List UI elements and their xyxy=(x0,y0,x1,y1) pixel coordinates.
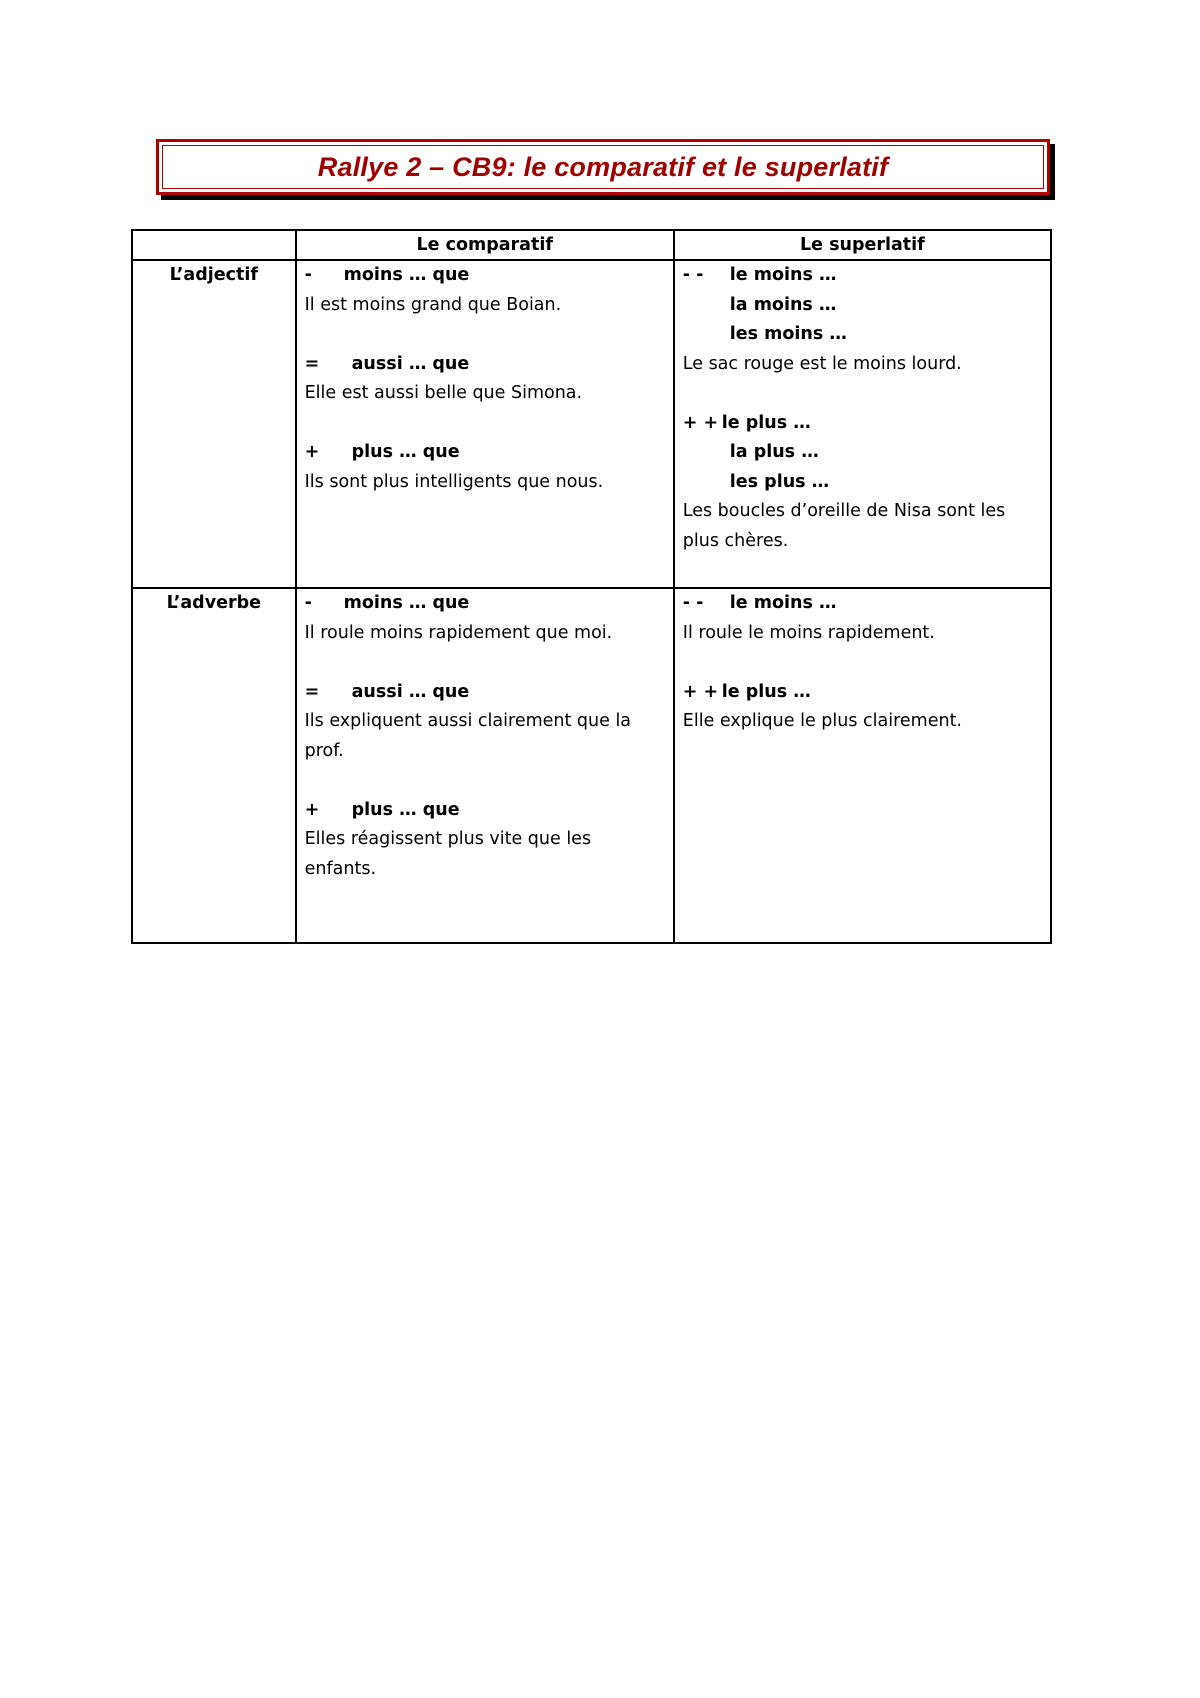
spacer xyxy=(305,648,665,678)
cell-adjectif-comparatif xyxy=(296,260,674,588)
row-label-adverbe: L’adverbe xyxy=(132,588,296,943)
header-superlatif: Le superlatif xyxy=(674,230,1051,260)
marker-equals: = xyxy=(304,681,320,702)
form-plus-que: plus … que xyxy=(351,799,460,820)
spacer xyxy=(305,409,665,439)
form-moins-que: moins … que xyxy=(343,265,470,285)
example-sentence: Les boucles d’oreille de Nisa sont les plus chères. xyxy=(682,501,1011,551)
title-inner-border xyxy=(162,145,1044,189)
form-les-moins: les moins … xyxy=(729,324,847,344)
comparatif-moins-rule xyxy=(305,261,665,291)
example-sentence: Il roule le moins rapidement. xyxy=(682,622,935,643)
spacer xyxy=(683,379,1042,409)
header-empty xyxy=(132,230,296,260)
example-sentence: Elle explique le plus clairement. xyxy=(682,711,962,731)
comparatif-plus-rule xyxy=(305,796,665,826)
marker-double-plus: + + xyxy=(682,681,719,702)
marker-double-minus: - - xyxy=(682,265,704,285)
page-title: Rallye 2 – CB9: le comparatif et le superlatif xyxy=(317,151,889,182)
superlatif-plus-rule xyxy=(683,409,1042,439)
spacer xyxy=(683,648,1042,678)
marker-minus: - xyxy=(304,265,312,285)
example-sentence: Elles réagissent plus vite que les enfants. xyxy=(304,829,597,879)
cell-adverbe-comparatif xyxy=(296,588,674,943)
row-label-adjectif: L’adjectif xyxy=(132,260,296,588)
header-comparatif: Le comparatif xyxy=(296,230,674,260)
form-le-moins: le moins … xyxy=(729,593,837,613)
example-sentence: Il est moins grand que Boian. xyxy=(304,294,562,315)
example-sentence: Le sac rouge est le moins lourd. xyxy=(682,353,962,374)
superlatif-moins-rule xyxy=(683,589,1042,619)
example-sentence: Il roule moins rapidement que moi. xyxy=(304,622,613,643)
superlatif-moins-rule xyxy=(683,261,1042,291)
table-row-adverbe xyxy=(132,588,1051,943)
form-les-plus: les plus … xyxy=(729,471,830,492)
cell-adjectif-superlatif xyxy=(674,260,1051,588)
comparatif-aussi-rule xyxy=(305,350,665,380)
comparatif-moins-rule xyxy=(305,589,665,619)
superlatif-plus-rule xyxy=(683,678,1042,708)
example-sentence: Ils sont plus intelligents que nous. xyxy=(304,471,604,492)
title-box xyxy=(156,139,1050,195)
marker-plus: + xyxy=(304,442,320,462)
spacer xyxy=(305,320,665,350)
marker-minus: - xyxy=(304,593,312,613)
form-le-moins: le moins … xyxy=(729,265,837,285)
spacer xyxy=(305,766,665,796)
marker-plus: + xyxy=(304,799,320,820)
form-le-plus: le plus … xyxy=(721,681,811,702)
form-la-plus: la plus … xyxy=(729,442,819,462)
table-row-adjectif xyxy=(132,260,1051,588)
grammar-table xyxy=(131,229,1052,944)
form-aussi-que: aussi … que xyxy=(351,353,470,374)
marker-double-plus: + + xyxy=(682,412,719,433)
form-plus-que: plus … que xyxy=(351,442,460,462)
form-moins-que: moins … que xyxy=(343,593,470,613)
marker-double-minus: - - xyxy=(682,593,704,613)
example-sentence: Ils expliquent aussi clairement que la prof. xyxy=(304,711,637,761)
marker-equals: = xyxy=(304,353,320,374)
comparatif-plus-rule xyxy=(305,438,665,468)
form-la-moins: la moins … xyxy=(729,294,837,315)
form-aussi-que: aussi … que xyxy=(351,681,470,702)
table-header-row xyxy=(132,230,1051,260)
form-le-plus: le plus … xyxy=(721,412,811,433)
comparatif-aussi-rule xyxy=(305,678,665,708)
example-sentence: Elle est aussi belle que Simona. xyxy=(304,383,583,403)
cell-adverbe-superlatif xyxy=(674,588,1051,943)
